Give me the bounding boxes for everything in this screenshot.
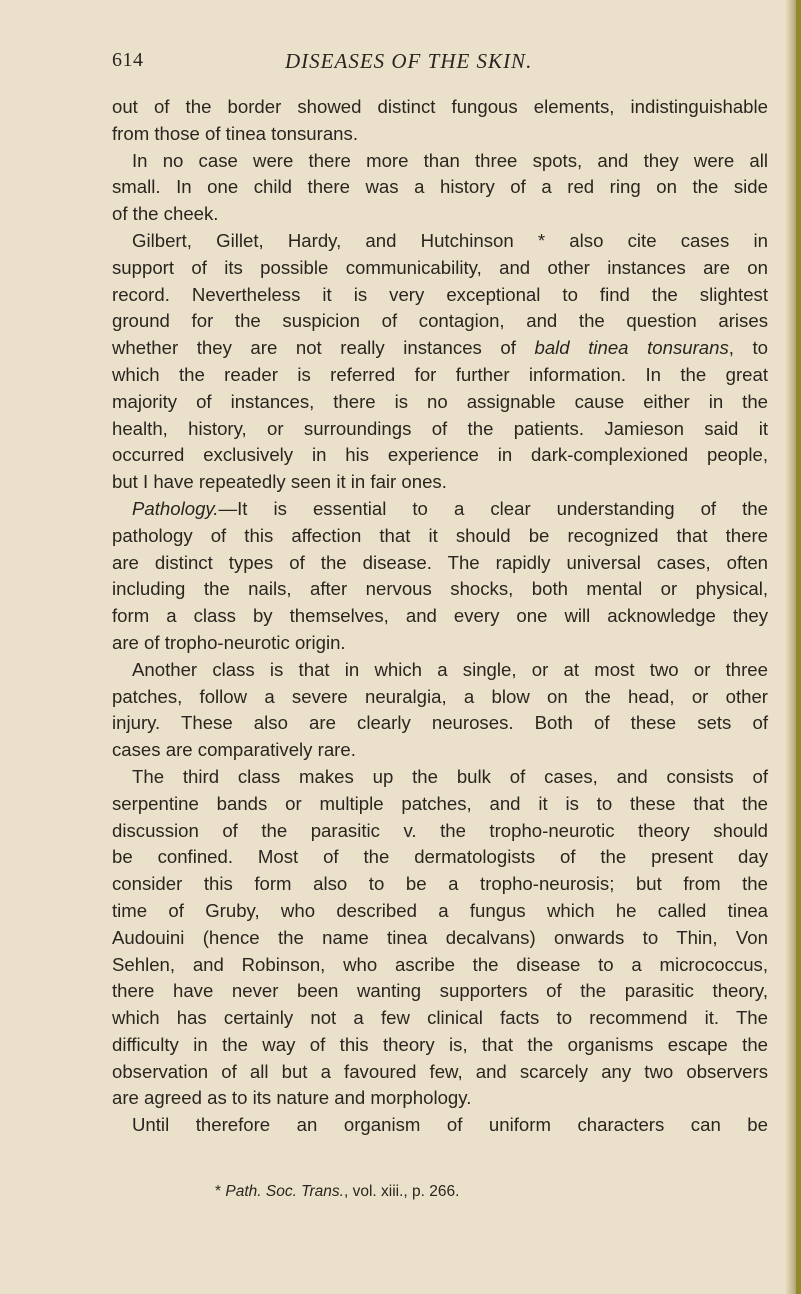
paragraph-4-line-3: are distinct types of the disease. The rapidly universal cases, often	[112, 551, 768, 573]
paragraph-3-line-2: support of its possible communicability, and other instances are on	[112, 256, 768, 278]
paragraph-6-line-10: which has certainly not a few clinical facts to recommend it. The	[112, 1007, 768, 1029]
paragraph-2-line-1: In no case were there more than three spots, and they were all	[132, 149, 768, 171]
paragraph-6-line-4: be confined. Most of the dermatologists of the present day	[112, 846, 768, 868]
paragraph-3-line-7: majority of instances, there is no assignable cause either in the	[112, 390, 768, 412]
paragraph-6-line-11: difficulty in the way of this theory is, that the organisms escape the	[112, 1033, 768, 1055]
footnote	[215, 1182, 459, 1202]
paragraph-5-line-3: injury. These also are clearly neuroses. Both of these sets of	[112, 712, 768, 734]
paragraph-5-line-2: patches, follow a severe neuralgia, a blow on the head, or other	[112, 685, 768, 707]
paragraph-6-line-8: Sehlen, and Robinson, who ascribe the disease to a micrococcus,	[112, 953, 768, 975]
paragraph-1-line-1: out of the border showed distinct fungous elements, indistinguishable	[112, 96, 768, 117]
paragraph-2-line-2: small. In one child there was a history of a red ring on the side	[112, 176, 768, 198]
paragraph-6-line-1: The third class makes up the bulk of cases, and consists of	[132, 765, 768, 787]
page-header	[112, 49, 772, 79]
paragraph-5-line-4: cases are comparatively rare.	[112, 739, 356, 761]
paragraph-3-line-4: ground for the suspicion of contagion, and the question arises	[112, 310, 768, 332]
paragraph-5-line-1: Another class is that in which a single, or at most two or three	[132, 658, 768, 680]
paragraph-3-line-1: Gilbert, Gillet, Hardy, and Hutchinson * also cite cases in	[132, 229, 768, 251]
footnote-source: Path. Soc. Trans.	[225, 1183, 344, 1200]
paragraph-4-line-1-text: —It is essential to a clear understanding of the	[218, 497, 768, 519]
paragraph-6-line-7: Audouini (hence the name tinea decalvans) onwards to Thin, Von	[112, 926, 768, 948]
paragraph-3-line-6: which the reader is referred for further information. In the great	[112, 363, 768, 385]
paragraph-2-line-3: of the cheek.	[112, 203, 219, 225]
footnote-marker: *	[215, 1183, 222, 1200]
footnote-detail: , vol. xiii., p. 266.	[343, 1183, 460, 1200]
paragraph-7-line-1: Until therefore an organism of uniform characters can be	[132, 1114, 768, 1136]
paragraph-6-line-12: observation of all but a favoured few, and scarcely any two observers	[112, 1060, 768, 1082]
paragraph-4-line-2: pathology of this affection that it should be recognized that there	[112, 524, 768, 546]
paragraph-3-line-8: health, history, or surroundings of the patients. Jamieson said it	[112, 417, 768, 439]
pathology-heading: Pathology.	[132, 497, 219, 519]
paragraph-6-line-2: serpentine bands or multiple patches, and it is to these that the	[112, 792, 768, 814]
running-title: DISEASES OF THE SKIN.	[285, 49, 533, 73]
paragraph-6-line-9: there have never been wanting supporters of the parasitic theory,	[112, 980, 768, 1002]
paragraph-6-line-6: time of Gruby, who described a fungus which he called tinea	[112, 899, 768, 921]
paragraph-3-line-5: whether they are not really instances of bald tinea tonsurans, to	[112, 337, 768, 359]
paragraph-3-line-3: record. Nevertheless it is very exceptional to find the slightest	[112, 283, 768, 305]
page-edge-strip	[796, 0, 801, 1294]
paragraph-6-line-13: are agreed as to its nature and morphology.	[112, 1087, 472, 1109]
paragraph-3-line-10: but I have repeatedly seen it in fair ones.	[112, 471, 447, 493]
page-number: 614	[112, 49, 144, 71]
paragraph-4-line-1	[112, 496, 768, 523]
paragraph-3-line-9: occurred exclusively in his experience in dark-complexioned people,	[112, 444, 768, 466]
paragraph-6-line-3: discussion of the parasitic v. the tropho-neurotic theory should	[112, 819, 768, 841]
paragraph-6-line-5: consider this form also to be a tropho-neurosis; but from the	[112, 873, 768, 895]
body-text	[112, 94, 768, 1139]
paragraph-4-line-4: including the nails, after nervous shocks, both mental or physical,	[112, 578, 768, 600]
paragraph-4-line-5: form a class by themselves, and every one will acknowledge they	[112, 605, 768, 627]
paragraph-4-line-6: are of tropho-neurotic origin.	[112, 631, 346, 653]
paragraph-1-line-2: from those of tinea tonsurans.	[112, 122, 358, 144]
italic-phrase: bald tinea tonsurans	[534, 337, 729, 359]
